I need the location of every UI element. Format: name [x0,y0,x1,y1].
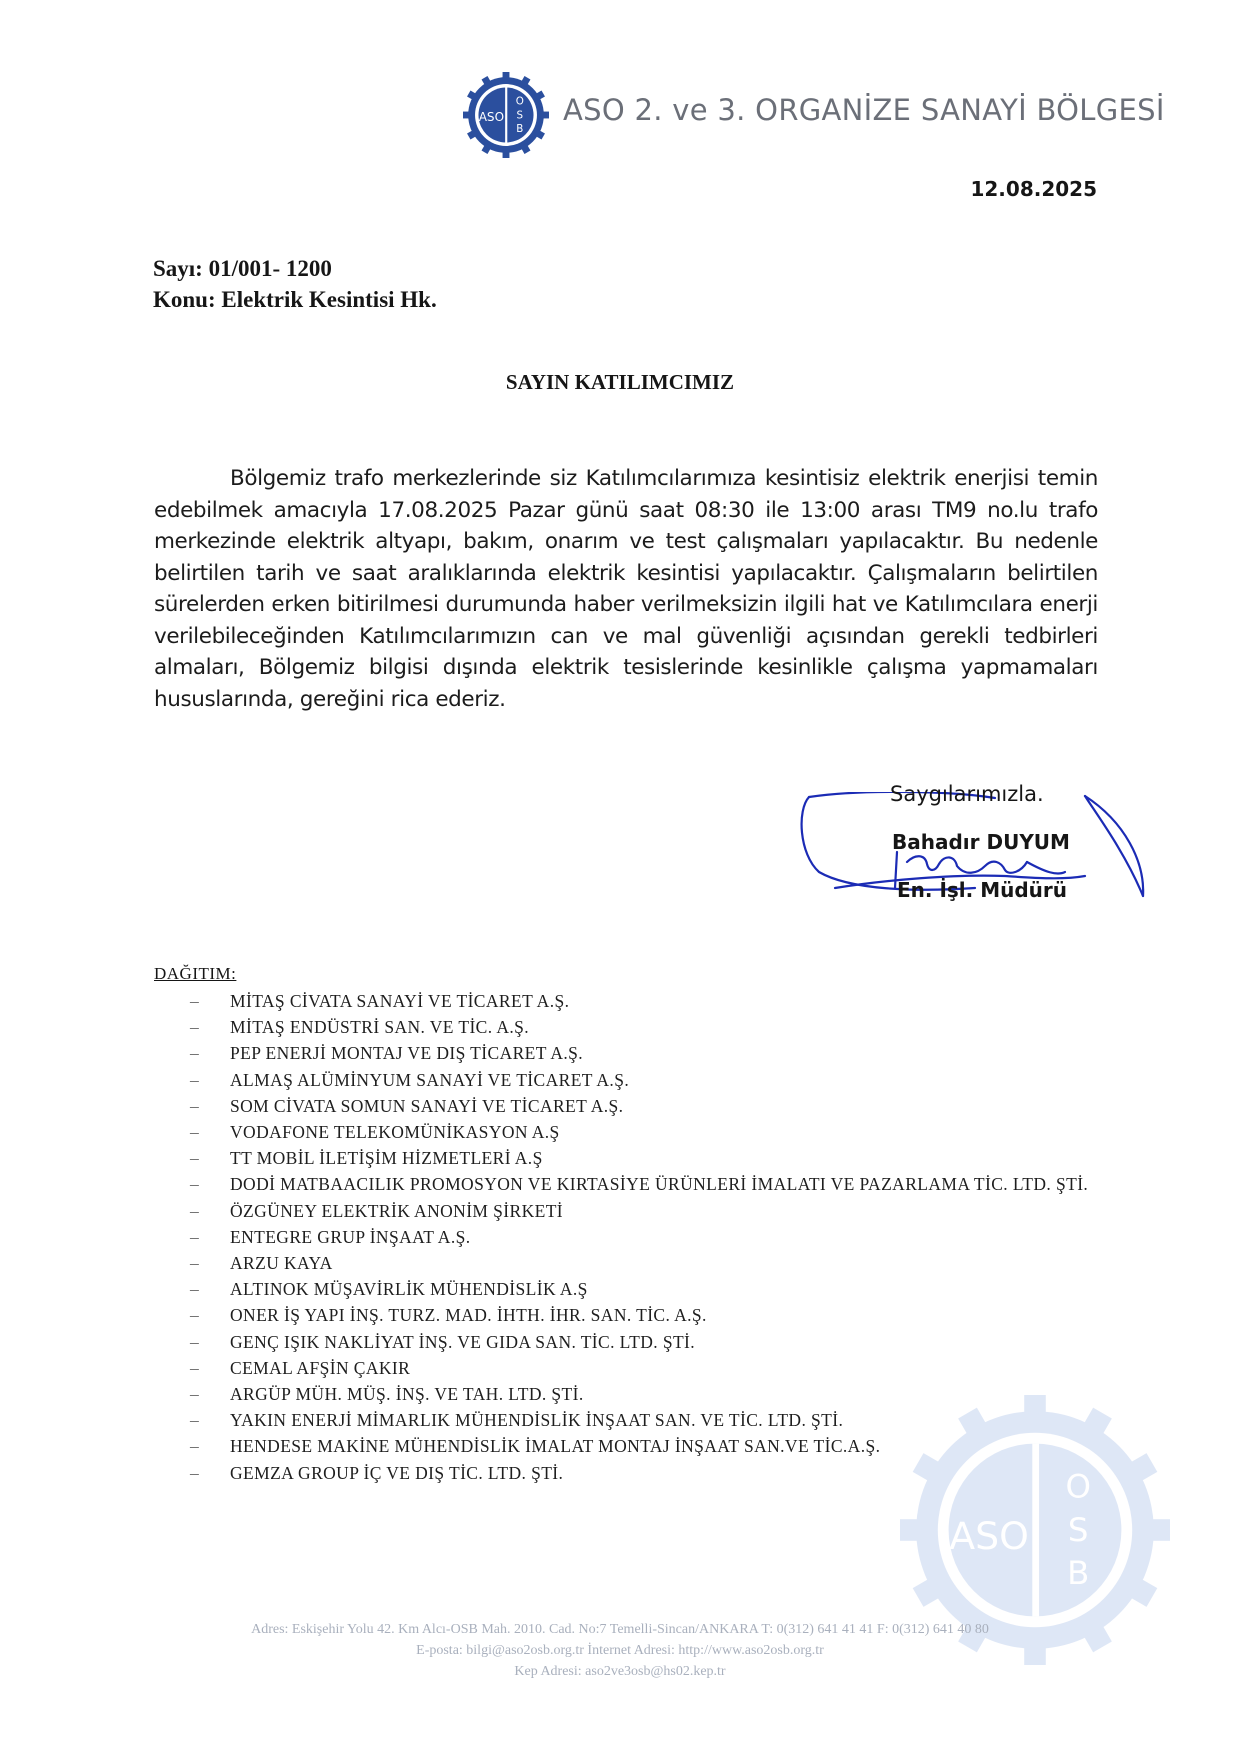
footer-kep: Kep Adresi: aso2ve3osb@hs02.kep.tr [514,1664,726,1679]
list-item: – TT MOBİL İLETİŞİM HİZMETLERİ A.Ş [190,1148,543,1169]
list-item: – ALTINOK MÜŞAVİRLİK MÜHENDİSLİK A.Ş [190,1279,588,1300]
list-item: – HENDESE MAKİNE MÜHENDİSLİK İMALAT MONTAJ İNŞAAT SAN.VE TİC.A.Ş. [190,1436,881,1457]
list-item: – GENÇ IŞIK NAKLİYAT İNŞ. VE GIDA SAN. TİC. LTD. ŞTİ. [190,1331,696,1352]
list-item: – DODİ MATBAACILIK PROMOSYON VE KIRTASİYE ÜRÜNLERİ İMALATI VE PAZARLAMA TİC. LTD. ŞTİ. [190,1174,1089,1195]
list-item: – CEMAL AFŞİN ÇAKIR [190,1357,411,1378]
closing-greeting: Saygılarımızla. [890,782,1044,806]
svg-text:ASO: ASO [949,1513,1029,1558]
organization-title: ASO 2. ve 3. ORGANİZE SANAYİ BÖLGESİ [563,93,1165,127]
svg-text:S: S [1067,1510,1089,1549]
list-item: – ALMAŞ ALÜMİNYUM SANAYİ VE TİCARET A.Ş. [190,1069,630,1090]
signatory-title: En. İşl. Müdürü [897,878,1068,902]
list-item: – GEMZA GROUP İÇ VE DIŞ TİC. LTD. ŞTİ. [190,1462,564,1483]
list-item: – PEP ENERJİ MONTAJ VE DIŞ TİCARET A.Ş. [190,1043,584,1064]
svg-text:B: B [1067,1554,1090,1592]
aso-osb-logo [463,72,549,158]
footer-address: Adres: Eskişehir Yolu 42. Km Alcı-OSB Mah. 2010. Cad. No:7 Temelli-Sincan/ANKARA T: 0(312) 641 41 41 F: 0(312) 641 40 80 [251,1622,989,1637]
salutation: SAYIN KATILIMCIMIZ [505,370,735,394]
list-item: – ÖZGÜNEY ELEKTRİK ANONİM ŞİRKETİ [190,1200,564,1221]
svg-text:S: S [516,109,524,122]
letter-date: 12.08.2025 [970,177,1097,201]
list-item: – ARZU KAYA [190,1253,333,1274]
list-item: – VODAFONE TELEKOMÜNİKASYON A.Ş [190,1122,560,1143]
list-item: – YAKIN ENERJİ MİMARLIK MÜHENDİSLİK İNŞAAT SAN. VE TİC. LTD. ŞTİ. [190,1410,844,1431]
subject-line: Konu: Elektrik Kesintisi Hk. [153,287,437,312]
reference-number: Sayı: 01/001- 1200 [153,256,332,281]
list-item: – ARGÜP MÜH. MÜŞ. İNŞ. VE TAH. LTD. ŞTİ. [190,1384,584,1405]
logo-text-aso: ASO [478,110,505,125]
svg-text:B: B [516,123,524,136]
list-item: – MİTAŞ CİVATA SANAYİ VE TİCARET A.Ş. [190,991,570,1011]
letter-body: Bölgemiz trafo merkezlerinde siz Katılımcılarımıza kesintisiz elektrik enerjisi temin edebilmek amacıyla 17.08.2025 Pazar günü saat 08:30 ile 13:00 arası TM9 no.lu trafo merkezinde elektrik altyapı, bakım, onarım ve test çalışmaları yapılacaktır. Bu nedenle belirtilen tarih ve saat aralıklarında elektrik kesintisi yapılacaktır. Çalışmaların belirtilen sürelerden erken bitirilmesi durumunda haber verilmeksizin ilgili hat ve Katılımcılara enerji verilebileceğinden Katılımcılarımızın can ve mal güvenliği açısından gerekli tedbirleri almaları, Bölgemiz bilgisi dışında elektrik tesislerinde kesinlikle çalışma yapmamaları hususlarında, gereğini rica ederiz. [154,466,1098,712]
distribution-label: DAĞITIM: [154,964,237,983]
signatory-name: Bahadır DUYUM [892,830,1070,854]
svg-text:O: O [1065,1467,1091,1506]
list-item: – ONER İŞ YAPI İNŞ. TURZ. MAD. İHTH. İHR. SAN. TİC. A.Ş. [190,1305,707,1326]
svg-text:O: O [515,95,524,108]
list-item: – SOM CİVATA SOMUN SANAYİ VE TİCARET A.Ş. [190,1095,624,1116]
list-item: – MİTAŞ ENDÜSTRİ SAN. VE TİC. A.Ş. [190,1017,530,1038]
list-item: – ENTEGRE GRUP İNŞAAT A.Ş. [190,1226,471,1247]
footer-email: E-posta: bilgi@aso2osb.org.tr İnternet Adresi: http://www.aso2osb.org.tr [416,1643,824,1658]
